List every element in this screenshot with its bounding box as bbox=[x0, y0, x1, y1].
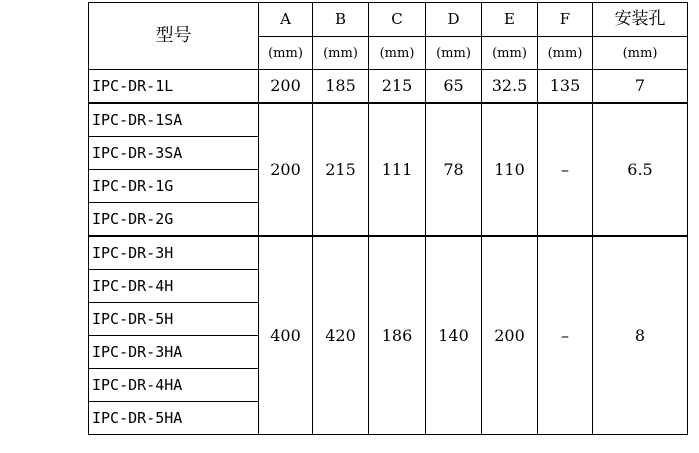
unit-d: (mm) bbox=[426, 37, 482, 70]
value-cell-b: 420 bbox=[313, 236, 369, 435]
column-header-f: F bbox=[538, 3, 593, 37]
value-cell-b: 215 bbox=[313, 103, 369, 236]
model-cell: IPC-DR-5H bbox=[89, 303, 259, 336]
model-cell: IPC-DR-1L bbox=[89, 70, 259, 104]
value-cell-e: 32.5 bbox=[482, 70, 538, 104]
model-cell: IPC-DR-2G bbox=[89, 203, 259, 237]
column-header-d: D bbox=[426, 3, 482, 37]
model-header: 型号 bbox=[89, 3, 259, 70]
unit-e: (mm) bbox=[482, 37, 538, 70]
value-cell-mounting-hole: 6.5 bbox=[593, 103, 688, 236]
value-cell-a: 400 bbox=[259, 236, 313, 435]
value-cell-a: 200 bbox=[259, 70, 313, 104]
model-cell: IPC-DR-4HA bbox=[89, 369, 259, 402]
value-cell-d: 65 bbox=[426, 70, 482, 104]
unit-f: (mm) bbox=[538, 37, 593, 70]
value-cell-d: 78 bbox=[426, 103, 482, 236]
value-cell-c: 215 bbox=[369, 70, 426, 104]
model-cell: IPC-DR-4H bbox=[89, 270, 259, 303]
model-cell: IPC-DR-3H bbox=[89, 236, 259, 270]
column-header-c: C bbox=[369, 3, 426, 37]
unit-b: (mm) bbox=[313, 37, 369, 70]
value-cell-f: – bbox=[538, 236, 593, 435]
model-cell: IPC-DR-3SA bbox=[89, 137, 259, 170]
value-cell-f: 135 bbox=[538, 70, 593, 104]
table-row bbox=[89, 236, 688, 270]
table-row bbox=[89, 103, 688, 137]
model-cell: IPC-DR-1G bbox=[89, 170, 259, 203]
value-cell-e: 200 bbox=[482, 236, 538, 435]
table-body bbox=[89, 70, 688, 435]
value-cell-d: 140 bbox=[426, 236, 482, 435]
value-cell-mounting-hole: 7 bbox=[593, 70, 688, 104]
unit-a: (mm) bbox=[259, 37, 313, 70]
unit-mounting-hole: (mm) bbox=[593, 37, 688, 70]
value-cell-c: 186 bbox=[369, 236, 426, 435]
column-header-mounting-hole: 安装孔 bbox=[593, 3, 688, 37]
value-cell-f: – bbox=[538, 103, 593, 236]
column-header-a: A bbox=[259, 3, 313, 37]
value-cell-a: 200 bbox=[259, 103, 313, 236]
unit-c: (mm) bbox=[369, 37, 426, 70]
table-row bbox=[89, 70, 688, 104]
value-cell-c: 111 bbox=[369, 103, 426, 236]
header-row bbox=[89, 3, 688, 37]
column-header-e: E bbox=[482, 3, 538, 37]
spec-table bbox=[88, 2, 688, 435]
model-cell: IPC-DR-3HA bbox=[89, 336, 259, 369]
value-cell-e: 110 bbox=[482, 103, 538, 236]
column-header-b: B bbox=[313, 3, 369, 37]
value-cell-b: 185 bbox=[313, 70, 369, 104]
model-cell: IPC-DR-5HA bbox=[89, 402, 259, 435]
model-cell: IPC-DR-1SA bbox=[89, 103, 259, 137]
value-cell-mounting-hole: 8 bbox=[593, 236, 688, 435]
